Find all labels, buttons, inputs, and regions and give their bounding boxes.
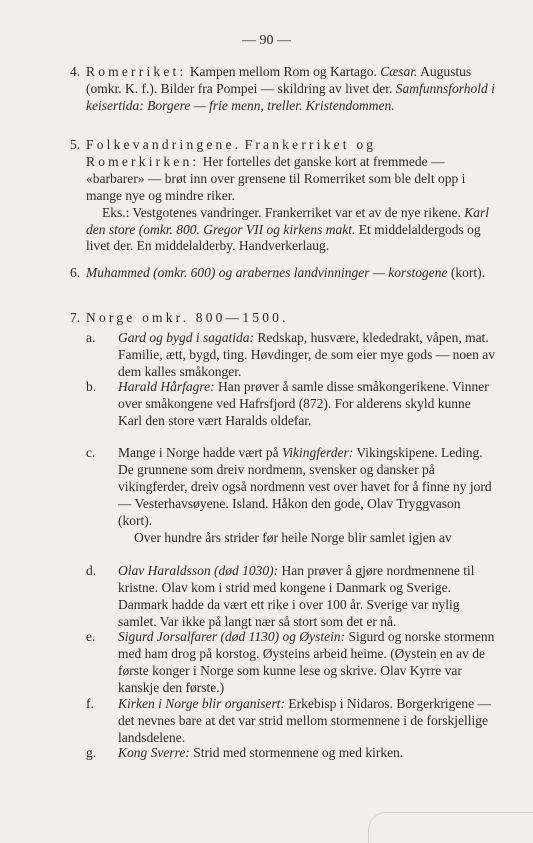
subitem-text: Strid med stormennene og med kirken.	[189, 745, 404, 760]
section-heading: Norge omkr. 800—1500.	[86, 310, 289, 325]
section-italic: Samfunnsforhold i keisertida: Borgere — frie menn, treller. Kristendommen.	[86, 80, 495, 113]
section-text: Her fortelles det ganske kort at fremmede — «barbarer» — brøt inn over grensene til Romerriket som ble delt opp i mange nye og mindre riker.	[86, 153, 466, 203]
example-italic: Karl den store (omkr. 800. Gregor VII og kirkens makt.	[86, 204, 490, 237]
subitem-letter: c.	[86, 445, 96, 460]
subitem-text: Han prøver å gjøre nordmennene til kristne. Olav kom i strid med kongene i Danmark og Sverige. Danmark hadde da vært ett rike i over 100 år. Sverige var nylig samlet. Var ikke på langt nær så stort som det er nå.	[118, 563, 475, 629]
section-number: 4.	[70, 64, 81, 79]
subitem-g	[86, 745, 496, 762]
subitem-text: Mange i Norge hadde vært på	[118, 445, 282, 460]
section-number: 7.	[70, 310, 81, 325]
subitem-text: Han prøver å samle disse småkongerikene. Vinner over småkongene ved Hafrsfjord (872). For alderens skyld kunne Karl den store vært Haralds oldefar.	[118, 379, 489, 428]
subitem-text: Sigurd og norske stormenn med ham drog på korstog. Øysteins arbeid heime. (Øystein en av de første konger i Norge som kunne lese og skrive. Olav Kyrre var kanskje den første.)	[118, 629, 495, 695]
subitem-b	[86, 379, 496, 430]
section-4	[70, 64, 496, 115]
subitem-italic: Gard og bygd i sagatida:	[118, 330, 254, 345]
section-heading: Romerriket:	[86, 64, 187, 79]
section-6	[70, 265, 496, 282]
section-text: Augustus (omkr. K. f.). Bilder fra Pompei — skildring av livet der.	[86, 64, 472, 96]
subitem-italic: Kong Sverre:	[118, 745, 190, 760]
subitem-letter: d.	[86, 563, 97, 578]
subitem-letter: e.	[86, 629, 96, 644]
subitem-italic: Sigurd Jorsalfarer (død 1130) og Øystein:	[118, 629, 346, 644]
subitem-italic: Harald Hårfagre:	[118, 379, 215, 394]
subitem-text: Erkebisp i Nidaros. Borgerkrigene — det nevnes bare at det var strid mellom stormennene i de forskjellige landsdelene.	[118, 696, 491, 745]
page-number: — 90 —	[242, 33, 291, 48]
subitem-extra: Over hundre års strider før heile Norge blir samlet igjen av	[134, 529, 452, 545]
subitem-a	[86, 330, 496, 381]
subitem-letter: b.	[86, 379, 97, 394]
section-heading: Frankerriket og Romerkirken:	[86, 137, 377, 169]
section-5	[70, 137, 496, 255]
subitem-text: Vikingskipene. Leding. De grunnene som dreiv nordmenn, svensker og dansker på vikingferder, dreiv også nordmenn vest over havet for å finne ny jord — Vesterhavsøyene. Island. Håkon den gode, Olav Tryggvason (kort).	[118, 445, 492, 528]
subitem-letter: a.	[86, 330, 96, 345]
section-italic: Muhammed (omkr. 600) og arabernes landvinninger — korstogene	[86, 265, 448, 280]
section-text: Kampen mellom Rom og Kartago.	[189, 64, 381, 79]
subitem-italic: Olav Haraldsson (død 1030):	[118, 563, 279, 578]
example-text: Et middelaldergods og livet der. En middelalderby. Handverkerlaug.	[86, 221, 481, 254]
subitem-d	[86, 563, 496, 631]
subitem-c	[86, 445, 496, 546]
section-example	[86, 205, 496, 256]
section-7	[70, 310, 496, 327]
example-text: Eks.: Vestgotenes vandringer. Frankerriket var et av de nye rikene.	[102, 204, 465, 220]
section-text: (kort).	[447, 265, 485, 280]
subitem-letter: f.	[86, 696, 94, 711]
subitem-text: Redskap, husvære, klededrakt, våpen, mat. Familie, ætt, bygd, ting. Høvdinger, de som eier mye gods — noen av dem kalles småkonger.	[118, 330, 496, 379]
section-italic: Cæsar.	[380, 64, 418, 79]
subitem-italic: Kirken i Norge blir organisert:	[118, 696, 285, 711]
subitem-italic: Vikingferder:	[281, 445, 354, 460]
subitem-letter: g.	[86, 745, 97, 760]
page-fold-mark	[368, 812, 533, 843]
subitem-e	[86, 629, 496, 697]
section-number: 5.	[70, 137, 81, 152]
section-number: 6.	[70, 265, 81, 280]
subitem-f	[86, 696, 496, 747]
section-heading: Folkevandringene.	[86, 137, 242, 152]
